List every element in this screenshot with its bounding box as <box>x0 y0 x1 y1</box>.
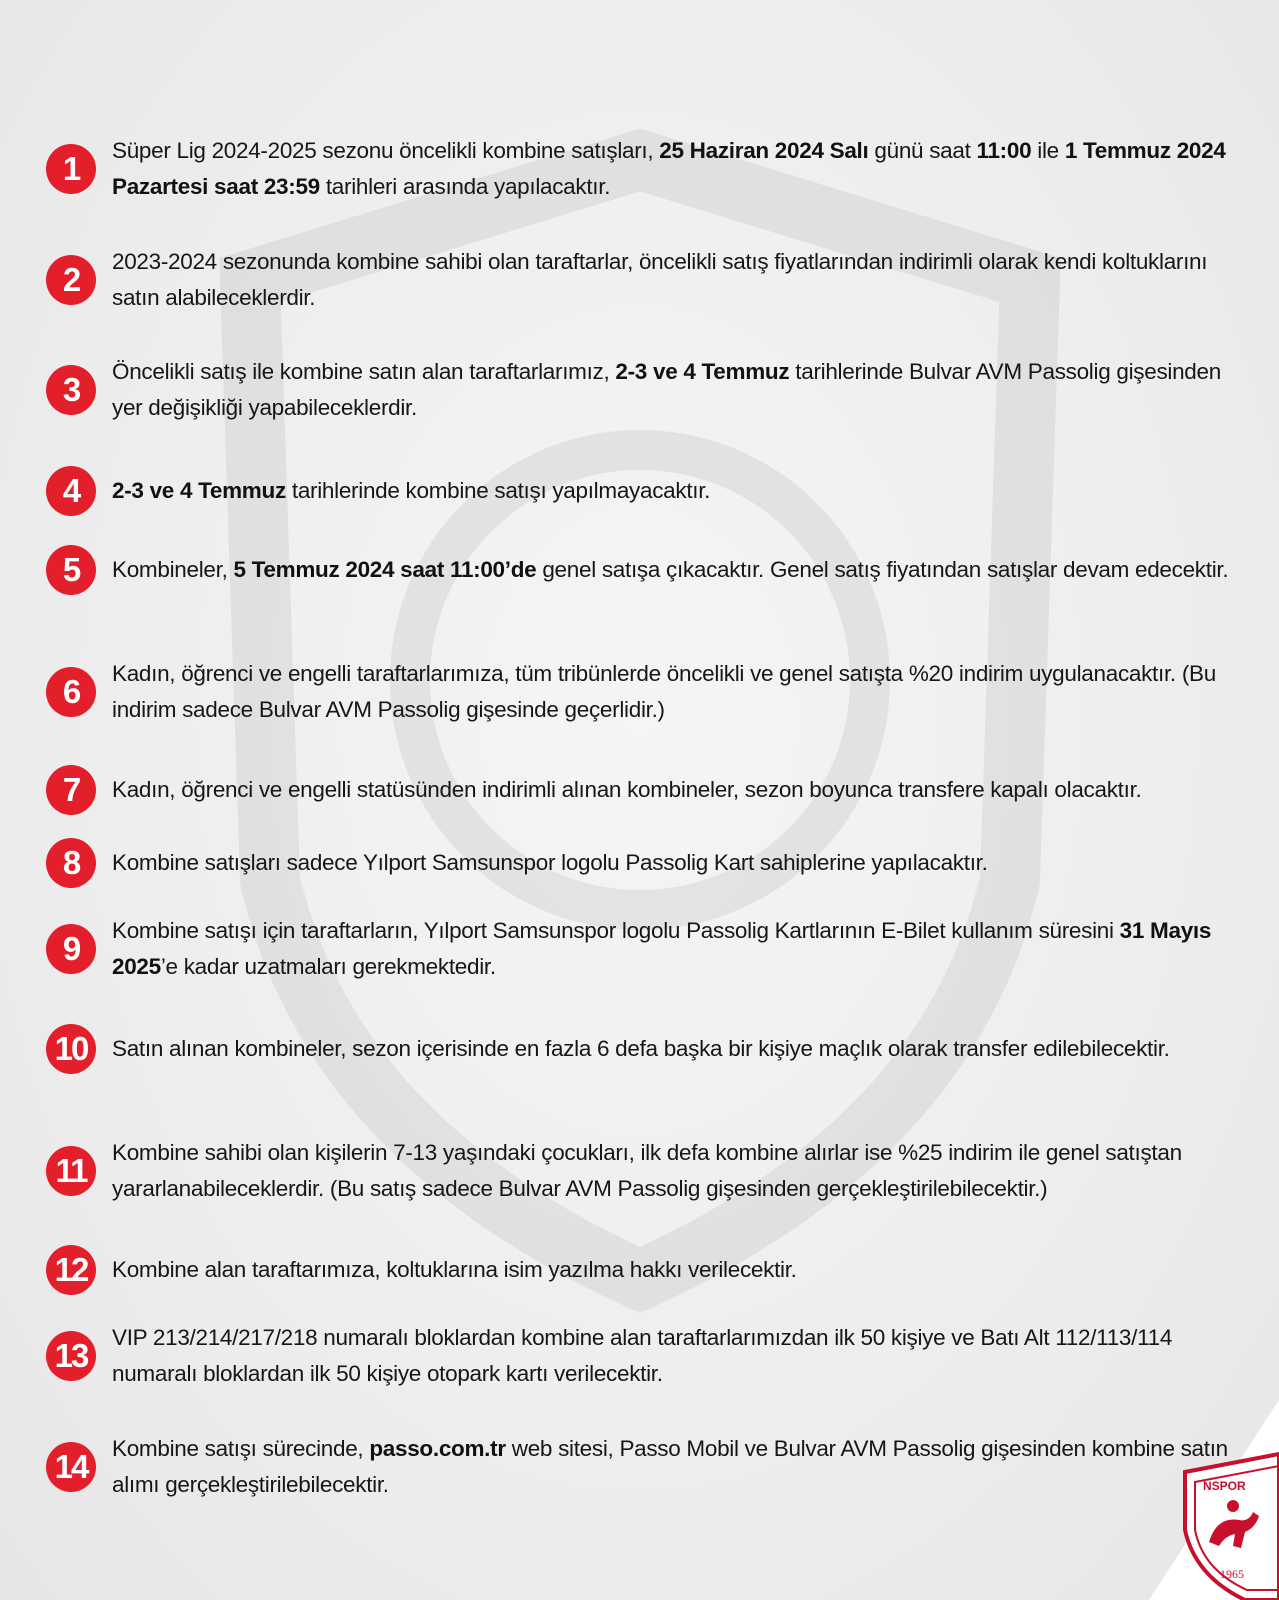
rule-text-segment: Kadın, öğrenci ve engelli taraftarlarımıza, tüm tribünlerde öncelikli ve genel satışta %20 indirim uygulanacaktır. (Bu indirim sadece Bulvar AVM Passolig gişesinde geçerlidir.) <box>112 661 1216 722</box>
rule-text-segment: VIP 213/214/217/218 numaralı bloklardan kombine alan taraftarlarımızdan ilk 50 kişiye ve Batı Alt 112/113/114 numaralı bloklardan ilk 50 kişiye otopark kartı verilecektir. <box>112 1325 1173 1386</box>
rule-text <box>112 1252 1232 1288</box>
rule-text-bold: 5 Temmuz 2024 saat 11:00’de <box>233 557 537 582</box>
rule-item-1 <box>46 133 1232 205</box>
rule-text-segment: Kombineler, <box>112 557 234 582</box>
rule-text-bold: 2-3 ve 4 Temmuz <box>112 478 286 503</box>
rule-text-segment: web sitesi, Passo Mobil ve Bulvar AVM Passolig gişesinden kombine satın alımı gerçekleştirilebilecektir. <box>112 1436 1228 1497</box>
rule-text-segment: Kombine sahibi olan kişilerin 7-13 yaşındaki çocukları, ilk defa kombine alırlar ise %25 indirim ile genel satıştan yararlanabileceklerdir. (Bu satış sadece Bulvar AVM Passolig gişesinden gerçekleştirilebilecektir.) <box>112 1140 1182 1201</box>
rule-number-badge: 11 <box>46 1146 96 1196</box>
rule-text <box>112 1320 1232 1392</box>
rule-text-segment: Süper Lig 2024-2025 sezonu öncelikli kombine satışları, <box>112 138 660 163</box>
rule-text-bold: 25 Haziran 2024 Salı <box>659 138 869 163</box>
rule-item-12 <box>46 1245 1232 1295</box>
rule-item-6 <box>46 656 1232 728</box>
rule-number-badge: 5 <box>46 545 96 595</box>
rule-text <box>112 1031 1232 1067</box>
rule-text <box>112 354 1232 426</box>
svg-text:1965: 1965 <box>1220 1567 1244 1581</box>
rule-item-5 <box>46 545 1232 595</box>
corner-decoration <box>1149 1400 1279 1600</box>
rule-text <box>112 244 1232 316</box>
rule-number-badge: 7 <box>46 765 96 815</box>
rule-number-badge: 3 <box>46 365 96 415</box>
rule-number-badge: 9 <box>46 924 96 974</box>
rule-text-segment: tarihlerinde Bulvar AVM Passolig gişesinden yer değişikliği yapabileceklerdir. <box>112 359 1221 420</box>
rule-number-badge: 10 <box>46 1024 96 1074</box>
rule-item-2 <box>46 244 1232 316</box>
rule-item-11 <box>46 1135 1232 1207</box>
rule-number-badge: 2 <box>46 255 96 305</box>
rule-text <box>112 845 1232 881</box>
samsunspor-crest-logo <box>1175 1450 1279 1600</box>
rule-number-badge: 12 <box>46 1245 96 1295</box>
rule-text-segment: Kadın, öğrenci ve engelli statüsünden indirimli alınan kombineler, sezon boyunca transfere kapalı olacaktır. <box>112 777 1142 802</box>
rule-number-badge: 14 <box>46 1442 96 1492</box>
rule-text-segment: Kombine satışı için taraftarların, Yılport Samsunspor logolu Passolig Kartlarının E-Bilet kullanım süresini <box>112 918 1120 943</box>
rule-item-14 <box>46 1431 1232 1503</box>
rule-text-bold: 11:00 <box>976 138 1032 163</box>
rule-text-bold: 2-3 ve 4 Temmuz <box>615 359 790 384</box>
rule-text-segment: ’e kadar uzatmaları gerekmektedir. <box>160 954 496 979</box>
rule-text-segment: Kombine satışı sürecinde, <box>112 1436 370 1461</box>
rule-item-8 <box>46 838 1232 888</box>
rule-text-segment: tarihlerinde kombine satışı yapılmayacaktır. <box>285 478 711 503</box>
rule-text <box>112 473 1232 509</box>
rule-number-badge: 4 <box>46 466 96 516</box>
rule-text <box>112 913 1232 985</box>
rule-text-segment: günü saat <box>868 138 977 163</box>
rule-item-3 <box>46 354 1232 426</box>
rule-text <box>112 772 1232 808</box>
rule-text-segment: tarihleri arasında yapılacaktır. <box>319 174 611 199</box>
rule-number-badge: 13 <box>46 1331 96 1381</box>
rule-text-segment: ile <box>1031 138 1065 163</box>
rule-number-badge: 1 <box>46 144 96 194</box>
rule-text-segment: Kombine satışları sadece Yılport Samsunspor logolu Passolig Kart sahiplerine yapılacaktır. <box>112 850 988 875</box>
rule-text <box>112 656 1232 728</box>
rule-item-9 <box>46 913 1232 985</box>
rule-text-bold: 1 Temmuz 2024 Pazartesi saat 23:59 <box>112 138 1226 199</box>
rule-text-bold: 31 Mayıs 2025 <box>112 918 1212 979</box>
rule-text-segment: Kombine alan taraftarımıza, koltuklarına isim yazılma hakkı verilecektir. <box>112 1257 797 1282</box>
rule-text-segment: Öncelikli satış ile kombine satın alan taraftarlarımız, <box>112 359 616 384</box>
rule-number-badge: 6 <box>46 667 96 717</box>
rule-text-segment: Satın alınan kombineler, sezon içerisinde en fazla 6 defa başka bir kişiye maçlık olarak transfer edilebilecektir. <box>112 1036 1170 1061</box>
rule-text-bold: passo.com.tr <box>369 1436 506 1461</box>
rule-number-badge: 8 <box>46 838 96 888</box>
rule-text <box>112 133 1232 205</box>
rule-item-7 <box>46 765 1232 815</box>
rule-text-segment: genel satışa çıkacaktır. Genel satış fiyatından satışlar devam edecektir. <box>536 557 1229 582</box>
rule-text <box>112 552 1232 588</box>
rule-item-4 <box>46 466 1232 516</box>
rule-text-segment: 2023-2024 sezonunda kombine sahibi olan taraftarlar, öncelikli satış fiyatlarından indirimli olarak kendi koltuklarını satın alabileceklerdir. <box>112 249 1208 310</box>
rule-text <box>112 1431 1232 1503</box>
rule-item-10 <box>46 1024 1232 1074</box>
rule-text <box>112 1135 1232 1207</box>
rule-item-13 <box>46 1320 1232 1392</box>
svg-text:NSPOR: NSPOR <box>1203 1479 1246 1493</box>
